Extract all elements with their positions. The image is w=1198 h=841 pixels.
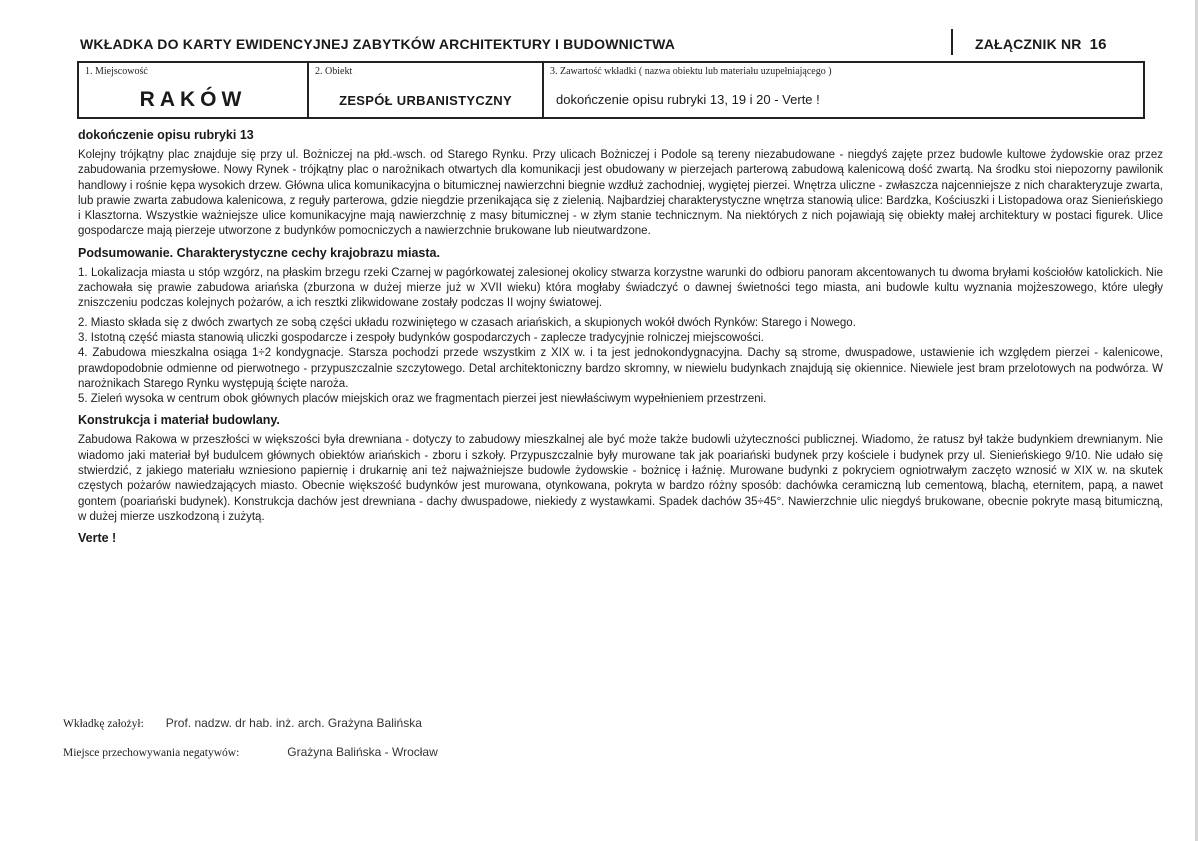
section1-text: Kolejny trójkątny plac znajduje się przy ul. Bożniczej na płd.-wsch. od Starego Rynku. Przy ulicach Bożniczej i Podole są tereny niezabudowane - niegdyś zajęte przez budowle kultowe żydowskie oraz przez zabudowania przemysłowe. Nowy Rynek - trójkątny plac o narożnikach otwartych dla komunikacji jest obudowany w pierzejach parterową zabudową kalenicową dość zwartą. Na środku stoi niepozorny pawilonik handlowy i rośnie kępa wysokich drzew. Główna ulica komunikacyjna o bitumicznej nawierzchni biegnie wzdłuż zachodniej, wygiętej pierzei. Wnętrza uliczne - zwłaszcza najcenniejsze z nich charakteryzuje zwarta, lub prawie zwarta zabudowa kalenicowa, z reguły parterowa, gdzie niegdzie przenikająca się z zielenią. Najbardziej charakterystyczne wnętrza stanowią ulice: Bardzka, Kościuszki i Listopadowa oraz Sienieńskiego i Klasztorna. Wszystkie ważniejsze ulice komunikacyjne mają nawierzchnię z masy bitumicznej - w złym stanie technicznym. Na niektórych z nich pojawiają się obiekty małej architektury w postaci figurek. Ulice gospodarcze mają pierzeje utworzone z budynków pomocniczych a nawierzchnie brukowane lub nieutwardzone. <box>78 149 1163 238</box>
locality-value: RAKÓW <box>139 88 247 111</box>
summary-point-4: 4. Zabudowa mieszkalna osiąga 1÷2 kondygnacje. Starsza pochodzi przede wszystkim z XIX w. i ta jest jednokondygnacyjna. Dachy są strome, dwuspadowe, ustawienie ich względem pierzei - kalenicowe, prawdopodobnie odmienne od pierwotnego - przypuszczalnie szczytowego. Detal architektoniczny bardzo skromny, w niewielu budynkach znajdują się okiennice. Niewiele jest bram przelotowych na podwórza. W narożnikach Starego Rynku występują ścięte naroża. <box>78 347 1163 390</box>
fields-table <box>77 61 1145 119</box>
author-row <box>63 716 422 730</box>
verte-note: Verte ! <box>78 531 117 546</box>
locality-label: 1. Miejscowość <box>85 66 148 77</box>
content-label: 3. Zawartość wkładki ( nazwa obiektu lub materiału uzupełniającego ) <box>550 66 832 77</box>
header-divider <box>951 29 953 55</box>
object-label: 2. Obiekt <box>315 66 353 77</box>
summary-point-5: 5. Zieleń wysoka w centrum obok głównych placów miejskich oraz we fragmentach pierzei jest niewłaściwym wypełnieniem przestrzeni. <box>78 393 767 406</box>
locality-cell <box>79 63 309 117</box>
annex-label: ZAŁĄCZNIK NR <box>975 35 1082 52</box>
storage-label: Miejsce przechowywania negatywów: <box>63 747 240 759</box>
storage-value: Grażyna Balińska - Wrocław <box>287 745 438 759</box>
document-header <box>80 33 1145 55</box>
author-label: Wkładkę założył: <box>63 718 144 730</box>
section3-heading: Konstrukcja i materiał budowlany. <box>78 413 280 428</box>
storage-row <box>63 745 438 759</box>
author-value: Prof. nadzw. dr hab. inż. arch. Grażyna Balińska <box>165 716 422 730</box>
annex-number: 16 <box>1089 35 1107 53</box>
object-cell <box>309 63 544 117</box>
section3-text: Zabudowa Rakowa w przeszłości w większości była drewniana - dotyczy to zabudowy mieszkalnej ale być może także budowli użyteczności publicznej. Wiadomo, że ratusz był także budynkiem drewnianym. Nie wiadomo jaki materiał był budulcem głównych obiektów ariańskich - zboru i szkoły. Przypuszczalnie były murowane tak jak poariański budynek przy kościele i budynek przy ul. Sienieńskiego 9/10. Nie udało się stwierdzić, z jakiego materiału wzniesiono papiernię i drukarnię ani też najważniejsze budowle żydowskie - bożnicę i łaźnię. Murowane budynki z pokryciem ogniotrwałym zaczęto wznosić w XIX w. na skutek częstych pożarów nawiedzających miasto. Obecnie większość budynków jest murowana, otynkowana, pokryta w bardzo różny sposób: dachówka ceramiczną lub cementową, blachą, eternitem, papą, a nawet gontem (poariański budynek). Konstrukcja dachów jest drewniana - dachy dwuspadowe, niekiedy z wystawkami. Spadek dachów 35÷45°. Nawierzchnie ulic niegdyś brukowane, obecnie pokryte masą bitumiczną, w dużej mierze uszkodzoną i zużytą. <box>78 434 1163 523</box>
content-value: dokończenie opisu rubryki 13, 19 i 20 - Verte ! <box>556 92 820 107</box>
annex-box <box>975 36 1145 53</box>
document-title: WKŁADKA DO KARTY EWIDENCYJNEJ ZABYTKÓW ARCHITEKTURY I BUDOWNICTWA <box>80 36 676 52</box>
summary-point-1: 1. Lokalizacja miasta u stóp wzgórz, na płaskim brzegu rzeki Czarnej w pagórkowatej zalesionej okolicy stwarza korzystne warunki do odbioru panoram akcentowanych tu dwoma bryłami kościołów katolickich. Nie zachowała się prawie zabudowa ariańska (zburzona w dużej mierze już w XVII wieku) która mogłaby świadczyć o dawnej świetności tego miasta, ani budowle kultu wyznania mojżeszowego, które uległy zniszczeniu podczas kolejnych pożarów, a ich resztki zlikwidowane zostały podczas II wojny światowej. <box>78 266 1163 310</box>
summary-point-3: 3. Istotną część miasta stanowią uliczki gospodarcze i zespoły budynków gospodarczych - zaplecze tradycyjnie rolniczej miejscowości. <box>78 331 764 344</box>
section1-heading: dokończenie opisu rubryki 13 <box>78 128 254 142</box>
object-value: ZESPÓŁ URBANISTYCZNY <box>339 93 512 108</box>
summary-point-2: 2. Miasto składa się z dwóch zwartych ze sobą części układu rozwiniętego w czasach ariańskich, a skupionych wokół dwóch Rynków: Starego i Nowego. <box>78 316 856 329</box>
content-cell <box>544 63 1143 117</box>
section2-heading: Podsumowanie. Charakterystyczne cechy krajobrazu miasta. <box>78 245 440 260</box>
document-body <box>78 128 1163 545</box>
